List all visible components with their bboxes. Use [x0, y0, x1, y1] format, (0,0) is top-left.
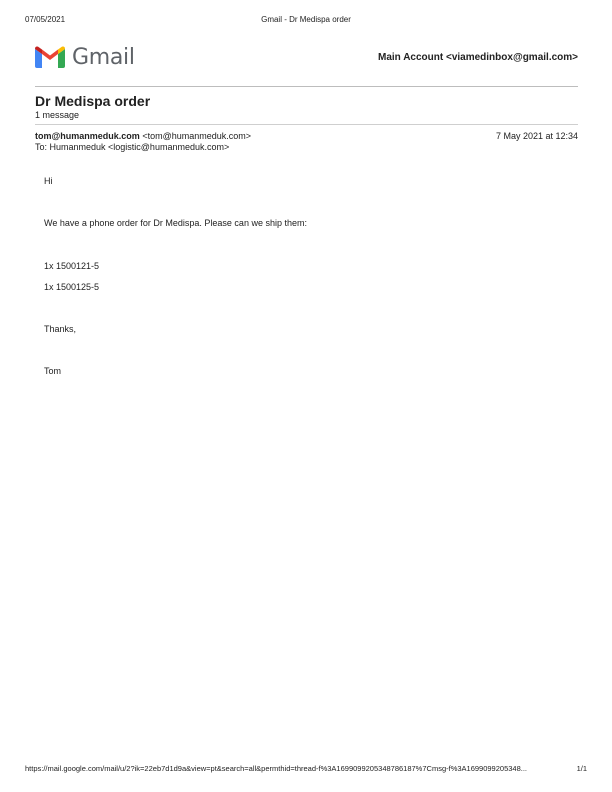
body-line-thanks: Thanks,: [44, 324, 77, 334]
message-count: 1 message: [35, 110, 80, 120]
body-line-request: We have a phone order for Dr Medispa. Please can we ship them:: [44, 218, 307, 228]
print-footer: [25, 764, 587, 776]
print-date: 07/05/2021: [25, 15, 66, 24]
sender-name: tom@humanmeduk.com: [35, 131, 140, 141]
sender: [35, 131, 251, 141]
print-header: [25, 15, 587, 27]
header-divider: [35, 86, 578, 87]
thread-subject: Dr Medispa order: [35, 93, 151, 109]
body-line-item-2: 1x 1500125-5: [44, 282, 100, 292]
body-line-greeting: Hi: [44, 176, 53, 186]
recipient: To: Humanmeduk <logistic@humanmeduk.com>: [35, 142, 230, 152]
message-divider: [35, 124, 578, 125]
print-title: Gmail - Dr Medispa order: [261, 15, 351, 24]
body-line-item-1: 1x 1500121-5: [44, 261, 100, 271]
sender-email: <tom@humanmeduk.com>: [142, 131, 251, 141]
gmail-wordmark: Gmail: [72, 44, 135, 70]
page-number: 1/1: [576, 764, 587, 773]
sent-timestamp: 7 May 2021 at 12:34: [495, 131, 578, 141]
body-line-signature: Tom: [44, 366, 62, 376]
print-url: https://mail.google.com/mail/u/2?ik=22eb7d1d9a&view=pt&search=all&permthid=thread-f%3A1699099205348786187%7Cmsg-f%3A1699099205348...: [25, 764, 528, 773]
gmail-logo: [35, 44, 135, 70]
gmail-m-logo-icon: [35, 46, 65, 68]
account-label: Main Account <viamedinbox@gmail.com>: [378, 52, 578, 63]
